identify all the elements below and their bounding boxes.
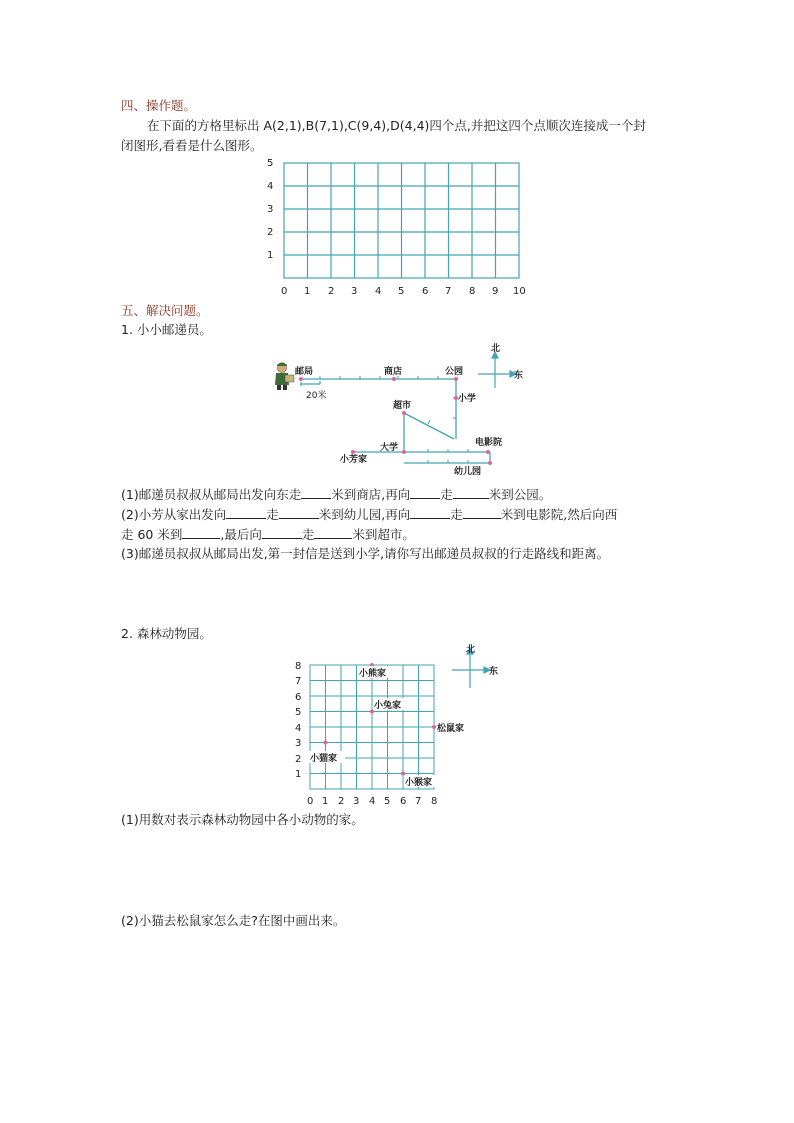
- bear-home-label: 小熊家: [359, 669, 387, 679]
- grid1-x-label: 10: [513, 286, 526, 297]
- grid1-y-label: 4: [267, 181, 274, 192]
- grid2-y-label: 5: [295, 707, 302, 718]
- grid1-y-label: 2: [267, 227, 274, 238]
- grid1-x-label: 0: [281, 286, 288, 297]
- grid2-x-label: 8: [431, 796, 438, 807]
- grid2-x-label: 4: [369, 796, 376, 807]
- grid1-y-label: 1: [267, 250, 274, 261]
- grid2-y-label: 7: [295, 676, 302, 687]
- grid2-y-label: 6: [295, 692, 302, 703]
- compass-icon: [478, 352, 516, 388]
- cat-home-label: 小猫家: [310, 754, 338, 764]
- grid1-x-label: 4: [375, 286, 382, 297]
- cinema-label: 电影院: [475, 438, 503, 448]
- grid1-x-label: 7: [445, 286, 452, 297]
- question-2-part-2: (2)小猫去松鼠家怎么走?在图中画出来。: [121, 913, 346, 928]
- compass-north-label: 北: [491, 344, 501, 354]
- grid2-y-label: 4: [295, 723, 302, 734]
- section-5-title: 五、解决问题。: [121, 303, 209, 318]
- scale-label: 20米: [306, 391, 327, 401]
- grid2-y-label: 2: [295, 754, 302, 765]
- supermarket-label: 超市: [393, 401, 412, 411]
- grid2-y-label: 8: [295, 661, 302, 672]
- question-2-part-1: (1)用数对表示森林动物园中各小动物的家。: [121, 812, 364, 827]
- grid2-x-label: 6: [400, 796, 407, 807]
- answer-blank[interactable]: [453, 486, 489, 499]
- question-1-part-1: (1)邮递员叔叔从邮局出发向东走 米到商店,再向 走 米到公园。: [121, 487, 552, 502]
- answer-blank[interactable]: [410, 506, 450, 519]
- compass-east-label: 东: [514, 371, 524, 381]
- kindergarten-label: 幼儿园: [454, 467, 482, 477]
- grid1-y-label: 5: [267, 158, 274, 169]
- grid2-x-label: 3: [353, 796, 360, 807]
- compass-north-label: 北: [466, 645, 476, 655]
- grid2-y-label: 1: [295, 769, 302, 780]
- monkey-home-label: 小猴家: [405, 778, 433, 788]
- section-4-instruction-line-1: 在下面的方格里标出 A(2,1),B(7,1),C(9,4),D(4,4)四个点,并把这四个点顺次连接成一个封: [147, 118, 646, 133]
- university-label: 大学: [380, 443, 399, 453]
- answer-blank[interactable]: [301, 486, 331, 499]
- answer-blank[interactable]: [463, 506, 501, 519]
- xiaofang-home-label: 小芳家: [340, 455, 368, 465]
- grid1-x-label: 1: [304, 286, 311, 297]
- grid1-x-label: 5: [398, 286, 405, 297]
- grid2-y-label: 3: [295, 738, 302, 749]
- grid-lines: [310, 665, 434, 789]
- school-label: 小学: [458, 394, 477, 404]
- grid2-x-label: 5: [384, 796, 391, 807]
- question-1-title: 1. 小小邮递员。: [121, 322, 212, 337]
- question-1-part-2-continued: 走 60 米到 ,最后向 走 米到超市。: [121, 527, 415, 542]
- question-2-title: 2. 森林动物园。: [121, 626, 212, 641]
- grid1-x-label: 9: [492, 286, 499, 297]
- coordinate-grid-1: [255, 152, 545, 302]
- answer-blank[interactable]: [410, 486, 440, 499]
- squirrel-home-label: 松鼠家: [437, 724, 465, 734]
- answer-blank[interactable]: [226, 506, 266, 519]
- grid2-x-label: 0: [307, 796, 314, 807]
- answer-blank[interactable]: [262, 526, 302, 539]
- answer-blank[interactable]: [279, 506, 319, 519]
- section-4-title: 四、操作题。: [121, 98, 197, 113]
- grid2-x-label: 7: [415, 796, 422, 807]
- answer-blank[interactable]: [182, 526, 220, 539]
- shop-label: 商店: [384, 367, 403, 377]
- question-1-part-2: (2)小芳从家出发向 走 米到幼儿园,再向 走 米到电影院,然后向西: [121, 507, 618, 522]
- grid1-x-label: 6: [422, 286, 429, 297]
- compass-east-label: 东: [489, 667, 499, 677]
- grid2-x-label: 2: [338, 796, 345, 807]
- grid1-y-label: 3: [267, 204, 274, 215]
- grid-lines: [284, 163, 519, 278]
- section-4-instruction-line-2: 闭图形,看看是什么图形。: [121, 138, 263, 153]
- postman-figure: [275, 363, 294, 391]
- park-label: 公园: [445, 367, 464, 377]
- grid1-x-label: 3: [351, 286, 358, 297]
- post-office-label: 邮局: [295, 367, 314, 377]
- postman-route-map: [268, 338, 538, 478]
- grid2-x-label: 1: [322, 796, 329, 807]
- rabbit-home-label: 小兔家: [374, 701, 402, 711]
- answer-blank[interactable]: [314, 526, 352, 539]
- question-1-part-3: (3)邮递员叔叔从邮局出发,第一封信是送到小学,请你写出邮递员叔叔的行走路线和距离。: [121, 546, 610, 561]
- grid1-x-label: 2: [328, 286, 335, 297]
- forest-zoo-grid: [290, 638, 510, 808]
- grid1-x-label: 8: [469, 286, 476, 297]
